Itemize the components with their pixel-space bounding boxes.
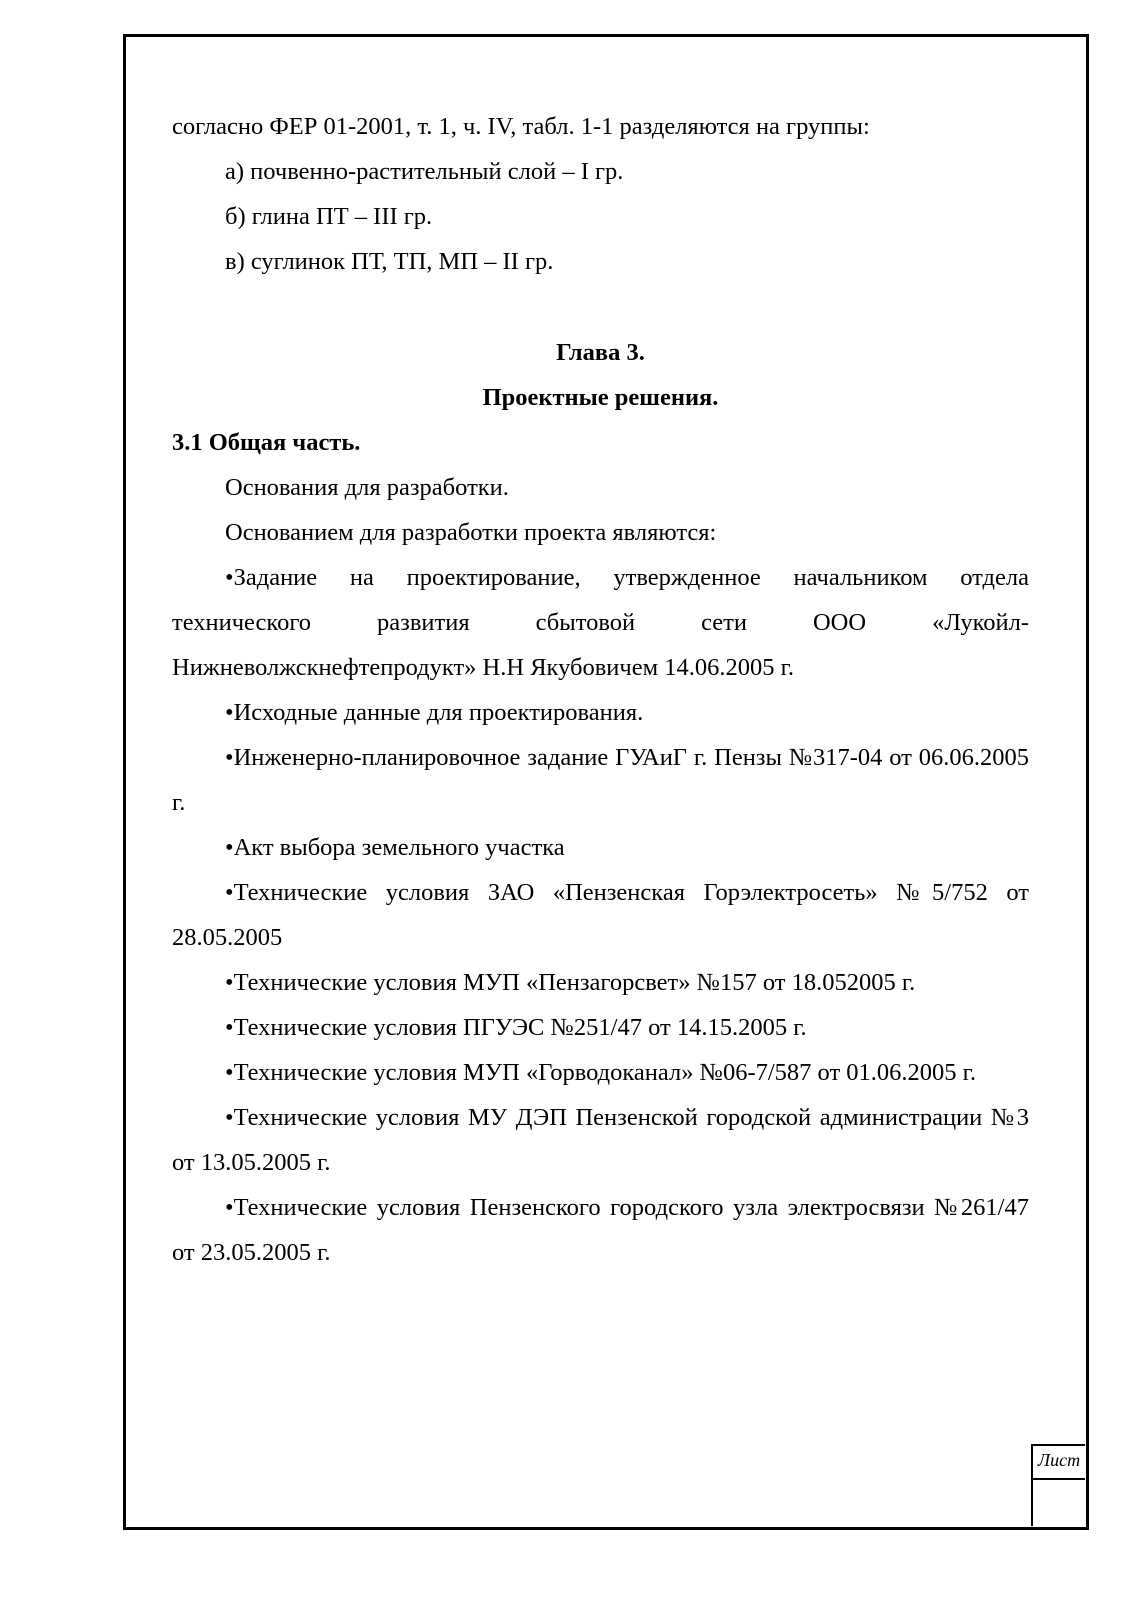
chapter-title: Глава 3. (556, 339, 645, 366)
list-item: •Технические условия Пензенского городского узла электросвязи №261/47 от 23.05.2005 г. (172, 1194, 1029, 1266)
basis-intro: Основанием для разработки проекта являются: (225, 519, 717, 546)
soil-group-c: в) суглинок ПТ, ТП, МП – II гр. (225, 248, 554, 275)
section-heading: 3.1 Общая часть. (172, 429, 361, 456)
list-item: •Инженерно-планировочное задание ГУАиГ г. Пензы №317-04 от 06.06.2005 г. (172, 744, 1029, 816)
list-item: •Акт выбора земельного участка (225, 834, 565, 861)
intro-line: согласно ФЕР 01-2001, т. 1, ч. IV, табл. 1-1 разделяются на группы: (172, 113, 870, 140)
list-item: •Технические условия ПГУЭС №251/47 от 14.15.2005 г. (225, 1014, 807, 1041)
sheet-stamp (1031, 1444, 1085, 1526)
list-item: •Исходные данные для проектирования. (225, 699, 644, 726)
basis-heading: Основания для разработки. (225, 474, 509, 501)
list-item: •Технические условия МУ ДЭП Пензенской городской администрации №3 от 13.05.2005 г. (172, 1104, 1029, 1176)
list-item: •Технические условия МУП «Пензагорсвет» №157 от 18.052005 г. (225, 969, 916, 996)
sheet-label: Лист (1037, 1450, 1081, 1470)
document-body (172, 104, 1029, 1275)
soil-group-b: б) глина ПТ – III гр. (225, 203, 433, 230)
list-item: •Технические условия МУП «Горводоканал» №06-7/587 от 01.06.2005 г. (225, 1059, 977, 1086)
soil-group-a: а) почвенно-растительный слой – I гр. (225, 158, 624, 185)
chapter-subtitle: Проектные решения. (482, 384, 719, 411)
stamp-divider (1033, 1478, 1085, 1480)
spacer (172, 284, 1029, 330)
list-item: •Технические условия ЗАО «Пензенская Горэлектросеть» №5/752 от 28.05.2005 (172, 879, 1029, 951)
list-item: •Задание на проектирование, утвержденное начальником отдела технического развития сбытовой сети ООО «Лукойл-Нижневолжскнефтепродукт» Н.Н Якубовичем 14.06.2005 г. (172, 564, 1029, 681)
